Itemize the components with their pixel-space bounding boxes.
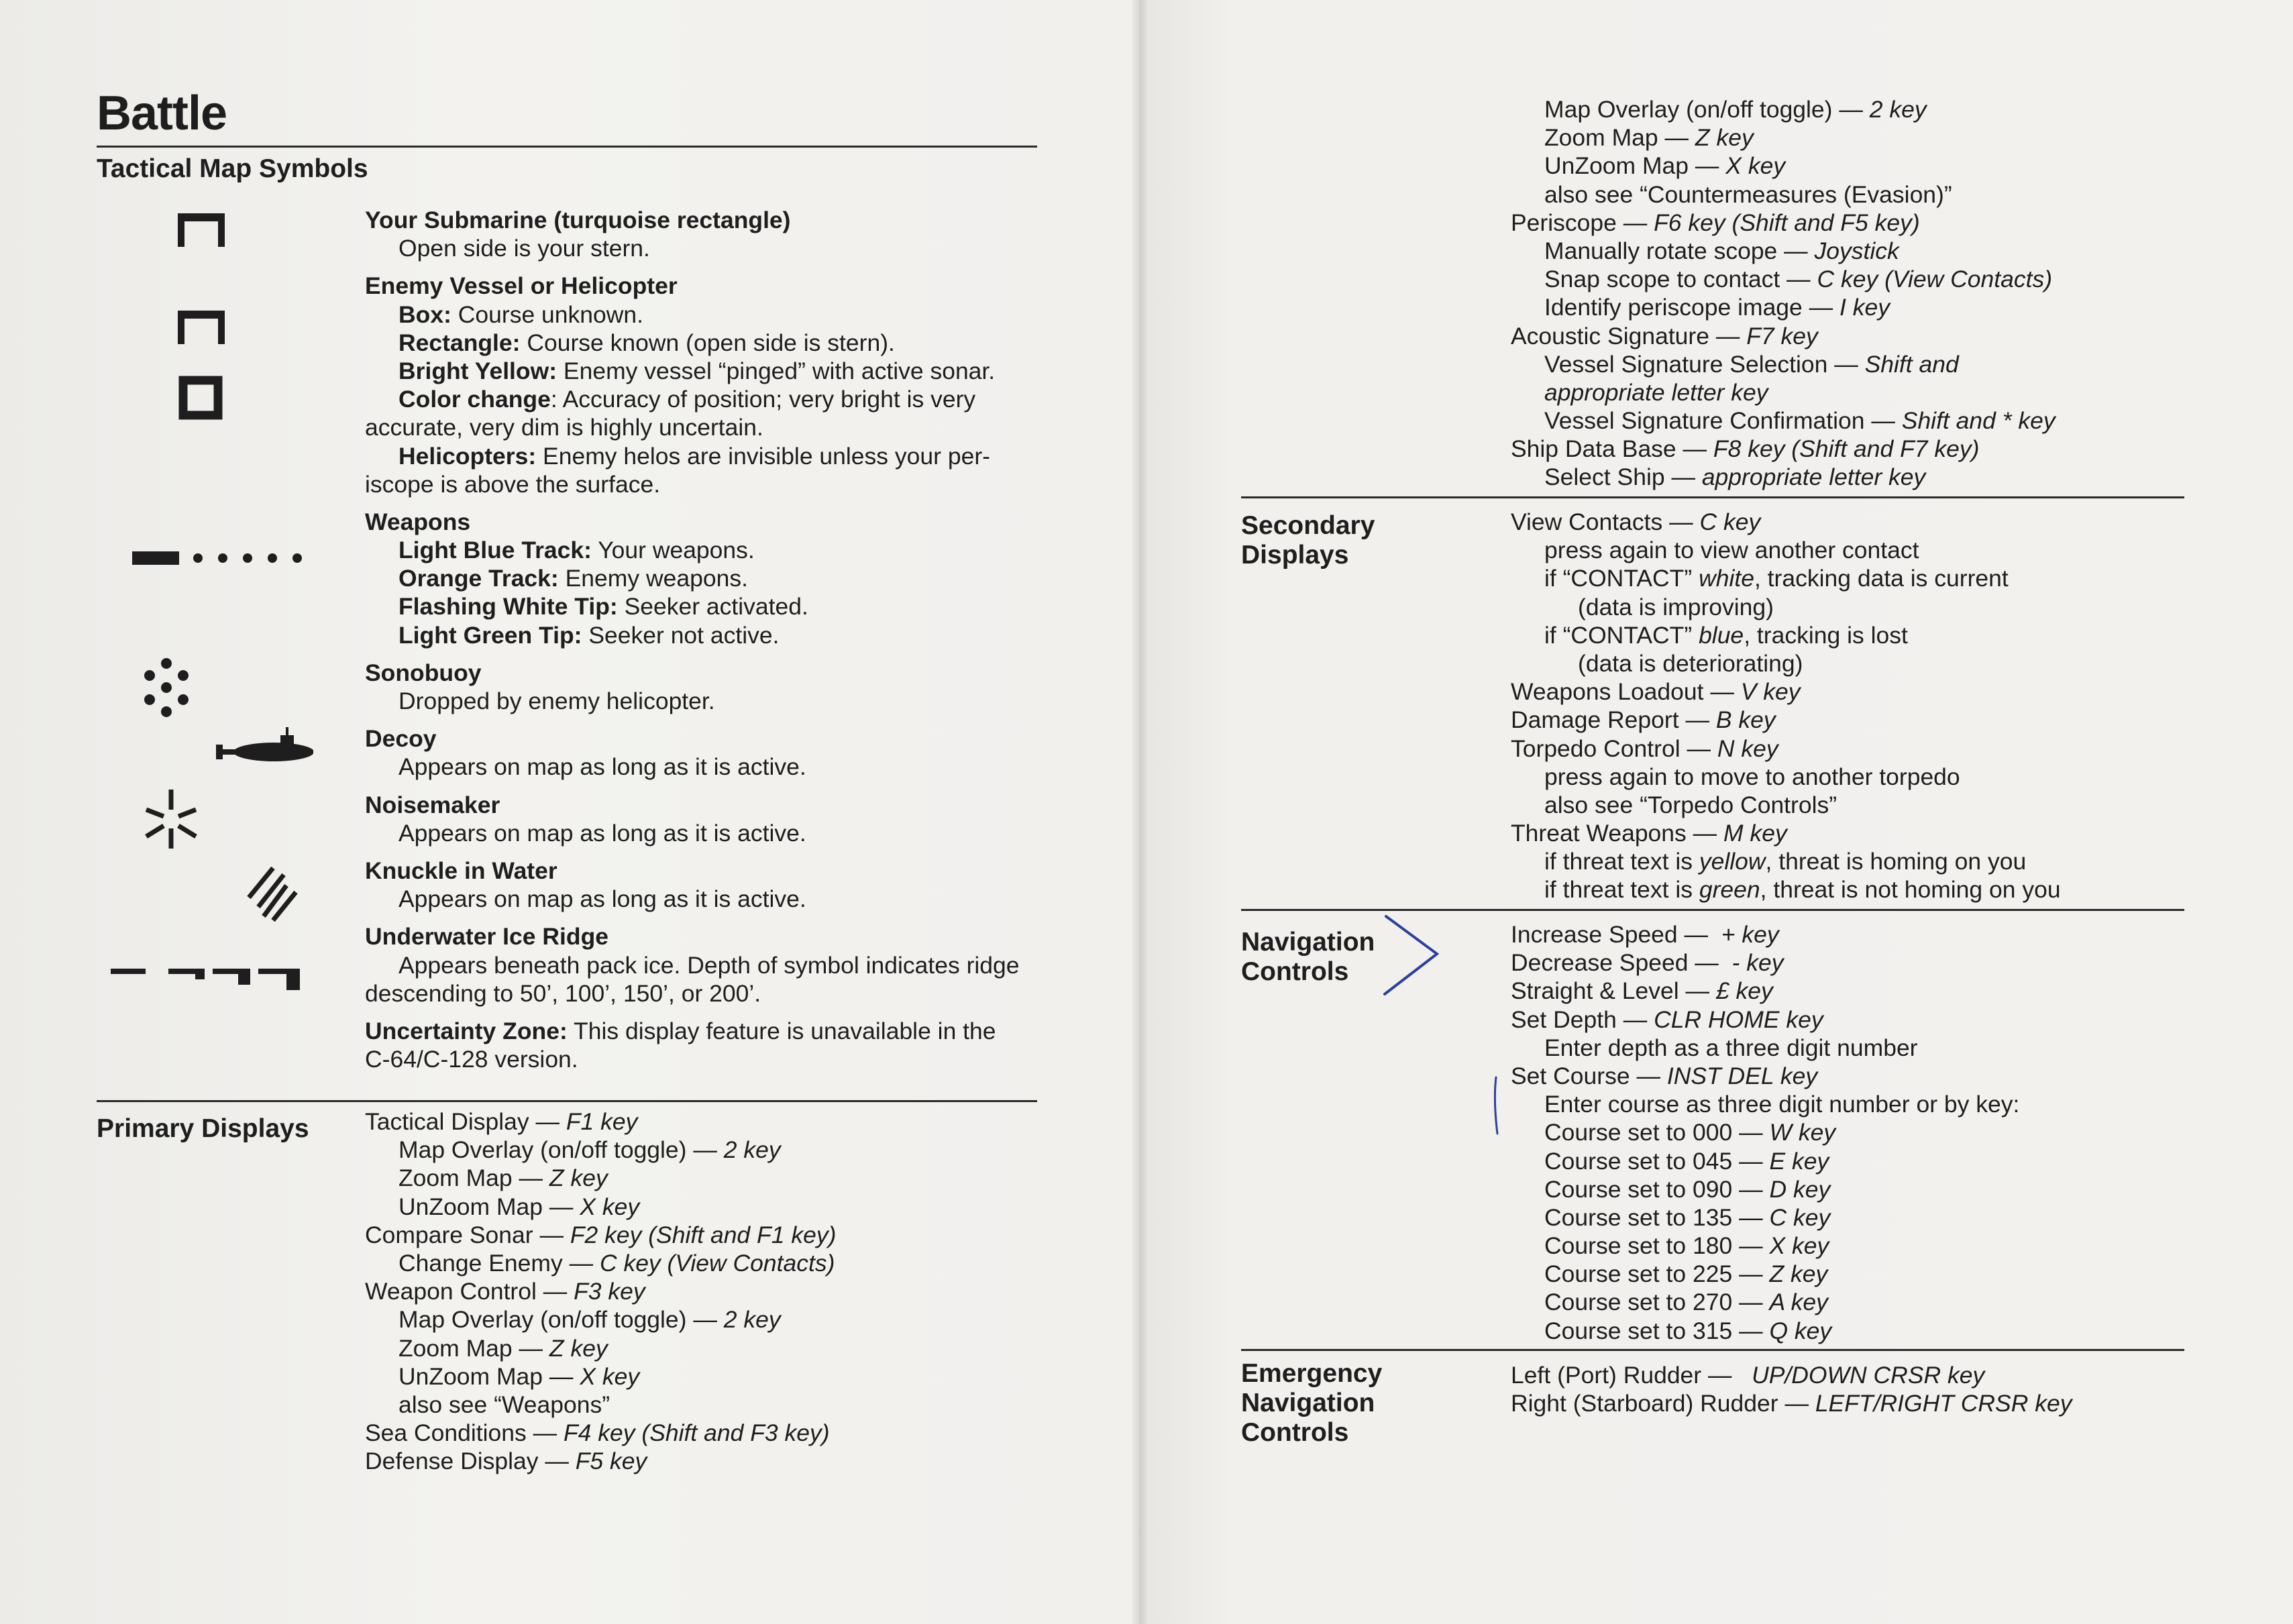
entry-label: Tactical Display — bbox=[365, 1108, 566, 1135]
term-label: Uncertainty Zone: bbox=[365, 1017, 568, 1044]
symbol-desc: Dropped by enemy helicopter. bbox=[398, 688, 715, 714]
entry-key: yellow bbox=[1699, 848, 1766, 875]
key-entry bbox=[1511, 1317, 2019, 1345]
entry-key: - key bbox=[1731, 949, 1784, 977]
entry-suffix: , threat is homing on you bbox=[1765, 848, 2027, 875]
entry-key: + key bbox=[1721, 921, 1779, 948]
pen-mark-icon bbox=[1489, 1073, 1503, 1140]
entry-key: V key bbox=[1740, 678, 1801, 706]
open-rectangle-icon bbox=[178, 213, 225, 248]
secondary-displays-list bbox=[1511, 508, 2061, 904]
entry-label: Defense Display — bbox=[365, 1448, 576, 1475]
symbol-desc: Open side is your stern. bbox=[398, 235, 650, 262]
entry-key: C key (View Contacts) bbox=[1817, 266, 2053, 293]
term-label: Rectangle: bbox=[398, 329, 521, 356]
primary-displays-list bbox=[365, 1107, 836, 1475]
entry-label: Enter course as three digit number or by key: bbox=[1544, 1091, 2020, 1118]
tactical-heading: Tactical Map Symbols bbox=[97, 154, 368, 183]
key-entry bbox=[365, 1447, 836, 1475]
noisemaker-icon bbox=[144, 788, 199, 850]
entry-label: Periscope — bbox=[1511, 209, 1654, 236]
key-entry bbox=[1511, 536, 2061, 564]
term-text: Enemy vessel “pinged” with active sonar. bbox=[557, 357, 996, 384]
secondary-displays-heading: Secondary Displays bbox=[1241, 511, 1375, 570]
entry-label: Torpedo Control — bbox=[1511, 735, 1717, 762]
entry-label: if threat text is bbox=[1544, 848, 1699, 875]
entry-label: Ship Data Base — bbox=[1511, 435, 1713, 463]
key-entry bbox=[1511, 1034, 2019, 1062]
section-rule bbox=[97, 1100, 1037, 1102]
entry-label: Identify periscope image — bbox=[1544, 294, 1840, 321]
entry-label: Course set to 090 — bbox=[1544, 1175, 1770, 1203]
entry-label: UnZoom Map — bbox=[1544, 152, 1726, 180]
entry-key: LEFT/RIGHT CRSR key bbox=[1815, 1390, 2072, 1417]
entry-key: Z key bbox=[549, 1334, 608, 1362]
pen-checkmark-icon bbox=[1375, 912, 1442, 999]
entry-key: Shift and bbox=[1864, 350, 1959, 378]
entry-label: Weapon Control — bbox=[365, 1278, 574, 1305]
entry-key: INST DEL key bbox=[1666, 1062, 1818, 1089]
entry-key: M key bbox=[1723, 820, 1787, 847]
key-entry bbox=[365, 1362, 836, 1391]
entry-label: Snap scope to contact — bbox=[1544, 266, 1817, 293]
entry-key: 2 key bbox=[723, 1306, 781, 1334]
entry-label: if threat text is bbox=[1544, 876, 1699, 904]
term-cont: C-64/C-128 version. bbox=[365, 1046, 578, 1073]
term-label: Helicopters: bbox=[398, 442, 537, 470]
weapon-track-icon bbox=[131, 549, 312, 569]
symbol-title: Noisemaker bbox=[365, 791, 500, 818]
box-icon bbox=[178, 376, 223, 420]
entry-label: if “CONTACT” bbox=[1544, 565, 1699, 592]
entry-label: press again to move to another torpedo bbox=[1544, 763, 1960, 790]
entry-key: X key bbox=[1725, 152, 1786, 180]
entry-label: Select Ship — bbox=[1544, 464, 1702, 491]
entry-key: X key bbox=[580, 1193, 640, 1220]
navigation-controls-heading: Navigation Controls bbox=[1241, 928, 1375, 986]
term-label: Bright Yellow: bbox=[398, 357, 557, 384]
entry-label: Acoustic Signature — bbox=[1511, 322, 1747, 349]
entry-key: Z key bbox=[1695, 124, 1754, 152]
key-entry bbox=[365, 1391, 836, 1419]
term-label: Color change bbox=[398, 386, 551, 413]
symbol-desc: Appears on map as long as it is active. bbox=[398, 885, 806, 913]
entry-key: CLR HOME key bbox=[1654, 1006, 1823, 1033]
page-title: Battle bbox=[97, 87, 227, 140]
key-entry bbox=[1511, 152, 2056, 180]
entry-label: Set Course — bbox=[1511, 1062, 1667, 1089]
decoy-icon bbox=[216, 724, 313, 765]
key-entry bbox=[1511, 1175, 2019, 1203]
entry-label: Vessel Signature Selection — bbox=[1544, 350, 1865, 378]
term-text: Course unknown. bbox=[451, 301, 644, 328]
entry-label: (data is deteriorating) bbox=[1578, 649, 1803, 677]
entry-label: Right (Starboard) Rudder — bbox=[1511, 1390, 1815, 1417]
entry-key: £ key bbox=[1715, 977, 1773, 1005]
display-keys-list bbox=[1511, 95, 2056, 492]
entry-suffix: , tracking data is current bbox=[1754, 565, 2009, 592]
key-entry bbox=[1511, 763, 2061, 791]
key-entry bbox=[1511, 1361, 2072, 1389]
symbol-title: Enemy Vessel or Helicopter bbox=[365, 272, 678, 300]
key-entry bbox=[1511, 322, 2056, 350]
key-entry bbox=[1511, 621, 2061, 649]
key-entry bbox=[1511, 847, 2061, 875]
knuckle-icon bbox=[245, 865, 299, 922]
entry-label: Map Overlay (on/off toggle) — bbox=[1544, 96, 1870, 123]
entry-key: F3 key bbox=[574, 1278, 645, 1305]
symbol-title: Knuckle in Water bbox=[365, 857, 557, 884]
entry-label: Zoom Map — bbox=[398, 1165, 549, 1192]
symbol-desc: Appears on map as long as it is active. bbox=[398, 753, 806, 781]
key-entry bbox=[1511, 735, 2061, 763]
term-label: Box: bbox=[398, 301, 451, 328]
key-entry bbox=[365, 1193, 836, 1221]
title-rule bbox=[97, 146, 1037, 148]
key-entry bbox=[365, 1221, 836, 1249]
term-text: Enemy helos are invisible unless your per- bbox=[536, 442, 990, 470]
entry-label: also see “Weapons” bbox=[398, 1391, 610, 1418]
entry-label: Map Overlay (on/off toggle) — bbox=[398, 1136, 724, 1164]
entry-label: Decrease Speed — bbox=[1511, 949, 1732, 977]
entry-key: W key bbox=[1769, 1119, 1836, 1146]
entry-key: Q key bbox=[1769, 1317, 1832, 1344]
entry-label: Vessel Signature Confirmation — bbox=[1544, 407, 1902, 435]
key-entry bbox=[1511, 649, 2061, 678]
entry-label: Zoom Map — bbox=[1544, 124, 1695, 152]
key-entry bbox=[1511, 237, 2056, 265]
entry-label: (data is improving) bbox=[1578, 593, 1774, 620]
rectangle-icon bbox=[178, 311, 225, 345]
entry-key: UP/DOWN CRSR key bbox=[1752, 1362, 1985, 1389]
entry-key: N key bbox=[1717, 735, 1778, 762]
key-entry bbox=[365, 1334, 836, 1362]
entry-label: Course set to 315 — bbox=[1544, 1317, 1770, 1344]
key-entry bbox=[1511, 949, 2019, 977]
key-entry bbox=[1511, 1006, 2019, 1034]
key-entry bbox=[1511, 1090, 2019, 1118]
term-label: Light Blue Track: bbox=[398, 537, 592, 564]
entry-label: if “CONTACT” bbox=[1544, 621, 1699, 649]
key-entry bbox=[1511, 293, 2056, 321]
entry-key: F7 key bbox=[1746, 322, 1818, 349]
key-entry bbox=[1511, 1260, 2019, 1288]
entry-key: X key bbox=[1769, 1232, 1829, 1260]
key-entry bbox=[1511, 123, 2056, 152]
key-entry bbox=[1511, 350, 2056, 378]
key-entry bbox=[1511, 1118, 2019, 1146]
section-rule bbox=[1241, 1349, 2184, 1351]
key-entry bbox=[1511, 593, 2061, 621]
symbol-title: Your Submarine (turquoise rectangle) bbox=[365, 207, 791, 233]
key-entry bbox=[1511, 791, 2061, 819]
entry-key: C key bbox=[1699, 508, 1761, 535]
key-entry bbox=[1511, 920, 2019, 949]
term-label: Orange Track: bbox=[398, 565, 559, 592]
key-entry bbox=[1511, 1288, 2019, 1316]
key-entry bbox=[365, 1164, 836, 1192]
key-entry bbox=[1511, 265, 2056, 293]
entry-key: appropriate letter key bbox=[1701, 464, 1926, 491]
entry-key: B key bbox=[1715, 706, 1776, 734]
term-text: Seeker activated. bbox=[617, 593, 808, 620]
entry-label: Weapons Loadout — bbox=[1511, 678, 1741, 706]
term-text: Course known (open side is stern). bbox=[520, 329, 895, 356]
key-entry bbox=[365, 1136, 836, 1164]
entry-suffix: , tracking is lost bbox=[1744, 621, 1908, 649]
entry-label: Course set to 180 — bbox=[1544, 1232, 1770, 1260]
term-label: Flashing White Tip: bbox=[398, 593, 618, 620]
navigation-controls-list bbox=[1511, 920, 2019, 1345]
entry-key: green bbox=[1699, 876, 1760, 904]
entry-label: also see “Torpedo Controls” bbox=[1544, 791, 1837, 818]
key-entry bbox=[365, 1277, 836, 1305]
entry-label: UnZoom Map — bbox=[398, 1193, 580, 1220]
key-entry bbox=[1511, 678, 2061, 706]
key-entry bbox=[1511, 180, 2056, 209]
entry-key: white bbox=[1699, 565, 1754, 592]
entry-key: C key (View Contacts) bbox=[599, 1249, 835, 1277]
key-entry bbox=[1511, 209, 2056, 237]
symbol-desc: descending to 50’, 100’, 150’, or 200’. bbox=[365, 979, 761, 1007]
center-fold bbox=[1132, 0, 1147, 1624]
entry-label: Compare Sonar — bbox=[365, 1221, 570, 1248]
key-entry bbox=[365, 1249, 836, 1277]
key-entry bbox=[1511, 977, 2019, 1005]
symbol-title: Decoy bbox=[365, 725, 437, 753]
entry-key: F6 key (Shift and F5 key) bbox=[1654, 209, 1920, 236]
emergency-navigation-heading: Emergency Navigation Controls bbox=[1241, 1359, 1383, 1447]
key-entry bbox=[1511, 1389, 2072, 1417]
key-entry bbox=[1511, 407, 2056, 435]
symbol-title: Weapons bbox=[365, 508, 471, 535]
entry-label: Threat Weapons — bbox=[1511, 820, 1724, 847]
entry-label: Increase Speed — bbox=[1511, 921, 1721, 948]
key-entry bbox=[365, 1305, 836, 1334]
symbol-desc: Appears beneath pack ice. Depth of symbol indicates ridge bbox=[398, 951, 1020, 979]
term-text: Enemy weapons. bbox=[558, 565, 748, 592]
entry-suffix: , threat is not homing on you bbox=[1760, 876, 2061, 904]
entry-label: Course set to 000 — bbox=[1544, 1119, 1770, 1146]
entry-key: blue bbox=[1699, 621, 1744, 649]
key-entry bbox=[1511, 1062, 2019, 1090]
symbol-title: Underwater Ice Ridge bbox=[365, 923, 608, 951]
entry-label: Map Overlay (on/off toggle) — bbox=[398, 1306, 724, 1334]
key-entry bbox=[1511, 95, 2056, 123]
entry-label: UnZoom Map — bbox=[398, 1362, 580, 1390]
symbol-title: Sonobuoy bbox=[365, 659, 482, 686]
entry-label: Left (Port) Rudder — bbox=[1511, 1362, 1752, 1389]
entry-key: D key bbox=[1769, 1175, 1831, 1203]
key-entry bbox=[1511, 819, 2061, 847]
primary-displays-heading: Primary Displays bbox=[97, 1114, 309, 1143]
entry-key: F5 key bbox=[575, 1448, 647, 1475]
term-text: : Accuracy of position; very bright is very bbox=[550, 386, 976, 413]
entry-label: Sea Conditions — bbox=[365, 1419, 564, 1447]
symbol-desc: Appears on map as long as it is active. bbox=[398, 819, 806, 847]
key-entry bbox=[1511, 378, 2056, 407]
entry-key: Shift and * key bbox=[1901, 407, 2056, 435]
entry-key: Z key bbox=[549, 1165, 608, 1192]
key-entry bbox=[365, 1419, 836, 1447]
tactical-symbol-list bbox=[365, 206, 1037, 1073]
key-entry bbox=[1511, 508, 2061, 536]
entry-key: 2 key bbox=[723, 1136, 781, 1164]
term-cont: accurate, very dim is highly uncertain. bbox=[365, 414, 763, 441]
entry-label: Course set to 225 — bbox=[1544, 1260, 1770, 1288]
term-text: Your weapons. bbox=[592, 537, 755, 564]
entry-label: Manually rotate scope — bbox=[1544, 237, 1815, 264]
sonobuoy-icon bbox=[140, 657, 193, 718]
entry-label: Course set to 270 — bbox=[1544, 1289, 1770, 1316]
key-entry bbox=[1511, 435, 2056, 463]
emergency-navigation-list bbox=[1511, 1361, 2072, 1417]
entry-key: F4 key (Shift and F3 key) bbox=[564, 1419, 830, 1447]
key-entry bbox=[1511, 1232, 2019, 1260]
key-entry bbox=[1511, 463, 2056, 491]
term-text: This display feature is unavailable in the bbox=[567, 1017, 996, 1044]
entry-label: also see “Countermeasures (Evasion)” bbox=[1544, 180, 1952, 208]
section-rule bbox=[1241, 909, 2184, 911]
term-text: Seeker not active. bbox=[582, 621, 780, 649]
entry-label: Course set to 045 — bbox=[1544, 1147, 1770, 1175]
entry-key: F8 key (Shift and F7 key) bbox=[1713, 435, 1980, 463]
key-entry bbox=[1511, 875, 2061, 904]
entry-key: I key bbox=[1839, 294, 1890, 321]
entry-label: Zoom Map — bbox=[398, 1334, 549, 1362]
term-label: Light Green Tip: bbox=[398, 621, 582, 649]
entry-label: Set Depth — bbox=[1511, 1006, 1654, 1033]
entry-key: Z key bbox=[1769, 1260, 1828, 1288]
entry-key: F1 key bbox=[566, 1108, 638, 1135]
ice-ridge-icon bbox=[111, 965, 305, 991]
entry-key: X key bbox=[580, 1362, 640, 1390]
term-cont: iscope is above the surface. bbox=[365, 470, 661, 498]
entry-key: C key bbox=[1769, 1203, 1831, 1231]
key-entry bbox=[1511, 1147, 2019, 1175]
key-entry bbox=[1511, 706, 2061, 734]
key-entry bbox=[1511, 564, 2061, 592]
entry-label: Enter depth as a three digit number bbox=[1544, 1034, 1918, 1061]
entry-label: Course set to 135 — bbox=[1544, 1203, 1770, 1231]
entry-key: F2 key (Shift and F1 key) bbox=[570, 1221, 837, 1248]
entry-key: 2 key bbox=[1869, 96, 1927, 123]
entry-label: View Contacts — bbox=[1511, 508, 1700, 535]
entry-label: Change Enemy — bbox=[398, 1249, 600, 1277]
entry-key: E key bbox=[1769, 1147, 1829, 1175]
entry-label: press again to view another contact bbox=[1544, 537, 1919, 564]
section-rule bbox=[1241, 496, 2184, 498]
key-entry bbox=[365, 1107, 836, 1136]
entry-label: Damage Report — bbox=[1511, 706, 1716, 734]
entry-key: A key bbox=[1769, 1289, 1828, 1316]
entry-label: Straight & Level — bbox=[1511, 977, 1716, 1005]
key-entry bbox=[1511, 1203, 2019, 1232]
entry-key: Joystick bbox=[1814, 237, 1899, 264]
entry-key: appropriate letter key bbox=[1544, 378, 1768, 406]
